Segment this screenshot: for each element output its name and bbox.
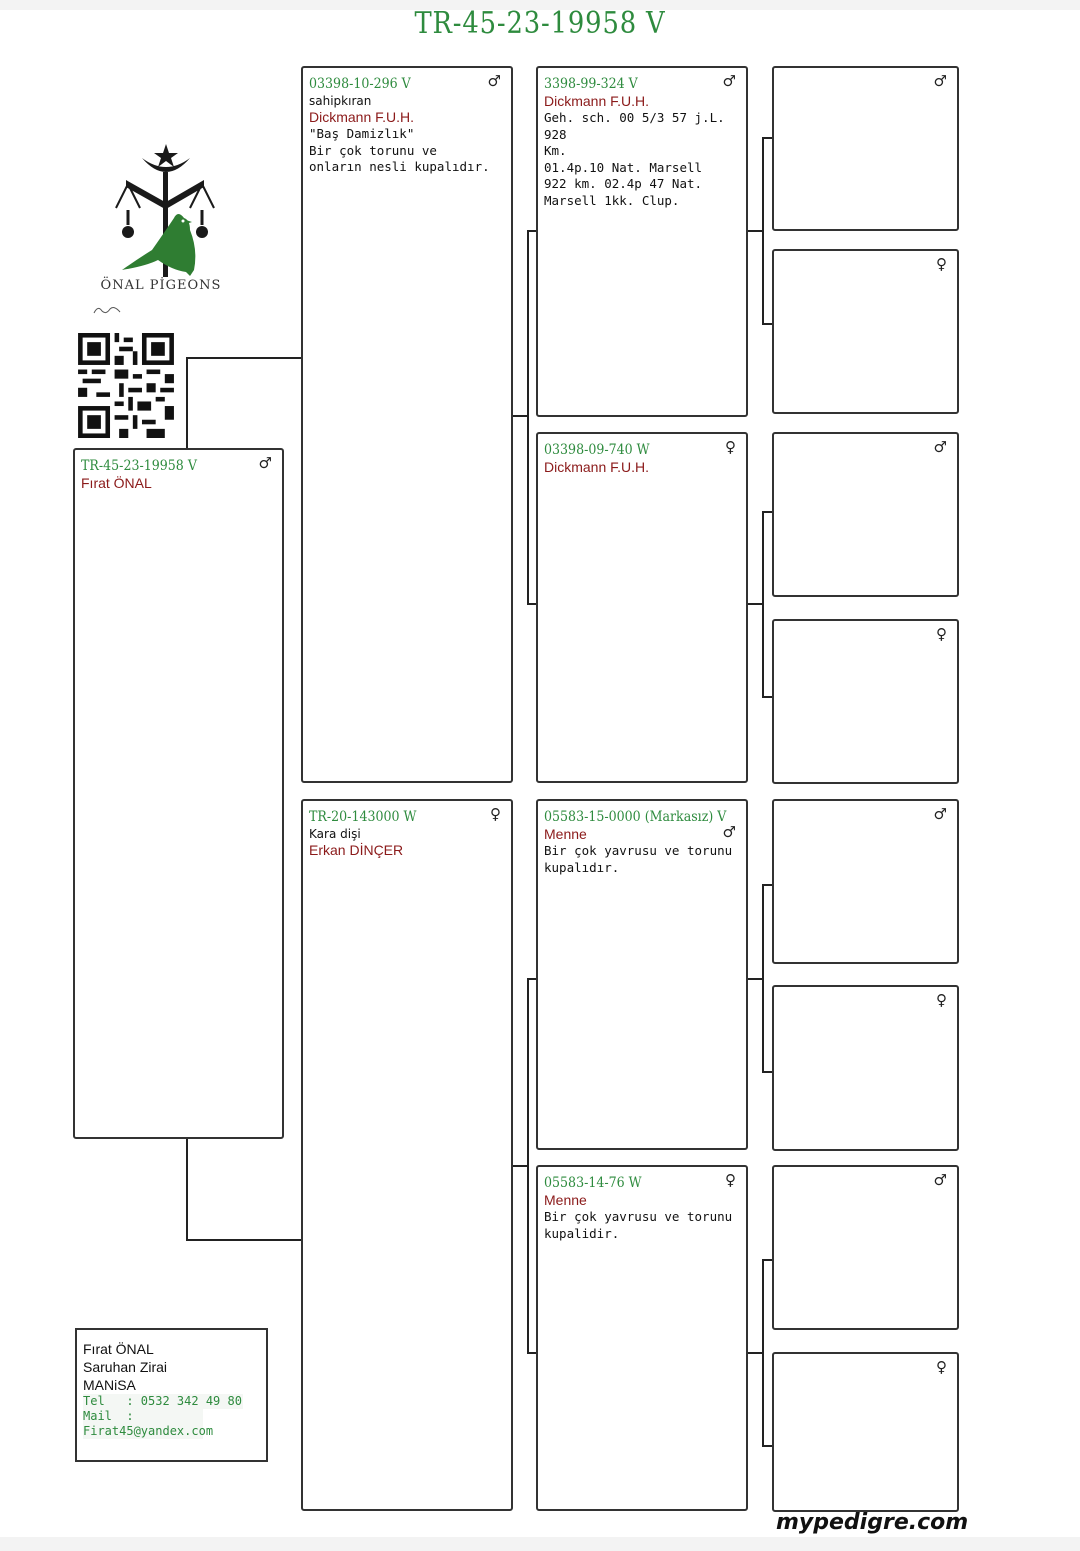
mgm-ring-number: 05583-14-76 W bbox=[544, 1175, 642, 1191]
subject-card[interactable] bbox=[73, 448, 284, 1139]
male-icon: ♂ bbox=[487, 72, 501, 90]
mgf-owner: Menne bbox=[544, 826, 587, 842]
contact-name: Fırat ÖNAL bbox=[83, 1341, 154, 1357]
pgf-notes: Geh. sch. 00 5/3 57 j.L. 928 Km. 01.4p.10 Nat. Marsell 922 km. 02.4p 47 Nat. Marsell 1kk. Clup. bbox=[544, 110, 725, 208]
signature bbox=[92, 303, 122, 320]
male-icon: ♂ bbox=[722, 72, 736, 90]
logo-text: ÖNAL PİGEONS bbox=[100, 278, 222, 293]
mother-card[interactable] bbox=[301, 799, 513, 1511]
footer-brand[interactable]: mypedigre.com bbox=[776, 1510, 969, 1535]
paternal-grandfather-card[interactable] bbox=[536, 66, 748, 417]
female-icon: ♀ bbox=[936, 255, 947, 273]
male-icon: ♂ bbox=[258, 454, 272, 472]
father-notes: "Baş Damizlık" Bir çok torunu ve onların nesli kupalıdır. bbox=[309, 126, 490, 174]
contact-city: MANiSA bbox=[83, 1377, 136, 1393]
pgm-ring-number: 03398-09-740 W bbox=[544, 442, 650, 458]
female-icon: ♀ bbox=[725, 438, 736, 456]
onal-pigeons-logo bbox=[86, 110, 236, 310]
pgf-owner: Dickmann F.U.H. bbox=[544, 93, 650, 109]
father-owner: Dickmann F.U.H. bbox=[309, 109, 415, 125]
maternal-grandfather-card[interactable] bbox=[536, 799, 748, 1150]
father-ring-number: 03398-10-296 V bbox=[309, 76, 411, 92]
father-name: sahipkıran bbox=[309, 94, 372, 108]
female-icon: ♀ bbox=[936, 991, 947, 1009]
contact-mail-label: Mail : bbox=[83, 1409, 203, 1424]
contact-address: Saruhan Zirai bbox=[83, 1359, 168, 1375]
mother-ring-number: TR-20-143000 W bbox=[309, 809, 417, 825]
male-icon: ♂ bbox=[933, 805, 947, 823]
pgf-ring-number: 3398-99-324 V bbox=[544, 76, 638, 92]
mgm-notes: Bir çok yavrusu ve torunu kupalidir. bbox=[544, 1209, 733, 1241]
contact-phone: Tel : 0532 342 49 80 bbox=[83, 1394, 242, 1408]
male-icon: ♂ bbox=[933, 1171, 947, 1189]
subject-owner: Fırat ÖNAL bbox=[81, 475, 152, 491]
female-icon: ♀ bbox=[936, 625, 947, 643]
great-grandparent-card[interactable] bbox=[772, 985, 959, 1151]
mgm-owner: Menne bbox=[544, 1192, 587, 1208]
maternal-grandmother-card[interactable] bbox=[536, 1165, 748, 1511]
great-grandparent-card[interactable] bbox=[772, 799, 959, 964]
mother-owner: Erkan DİNÇER bbox=[309, 842, 404, 858]
great-grandparent-card[interactable] bbox=[772, 249, 959, 414]
female-icon: ♀ bbox=[725, 1171, 736, 1189]
father-card[interactable] bbox=[301, 66, 513, 783]
male-icon: ♂ bbox=[722, 823, 736, 841]
breeder-contact-box bbox=[75, 1328, 268, 1462]
great-grandparent-card[interactable] bbox=[772, 1352, 959, 1512]
great-grandparent-card[interactable] bbox=[772, 66, 959, 231]
mgf-notes: Bir çok yavrusu ve torunu kupalıdır. bbox=[544, 843, 733, 875]
pgm-owner: Dickmann F.U.H. bbox=[544, 459, 650, 475]
mother-name: Kara dişi bbox=[309, 827, 361, 841]
bottom-bar bbox=[0, 1537, 1080, 1551]
male-icon: ♂ bbox=[933, 438, 947, 456]
female-icon: ♀ bbox=[490, 805, 501, 823]
great-grandparent-card[interactable] bbox=[772, 619, 959, 784]
qr-code-icon bbox=[78, 333, 174, 438]
paternal-grandmother-card[interactable] bbox=[536, 432, 748, 783]
contact-email[interactable]: Firat45@yandex.com bbox=[83, 1424, 214, 1438]
great-grandparent-card[interactable] bbox=[772, 1165, 959, 1330]
subject-ring-number: TR-45-23-19958 V bbox=[81, 458, 197, 474]
logo-emblem-icon bbox=[86, 110, 236, 280]
page-title: TR-45-23-19958 V bbox=[414, 6, 666, 41]
female-icon: ♀ bbox=[936, 1358, 947, 1376]
male-icon: ♂ bbox=[933, 72, 947, 90]
great-grandparent-card[interactable] bbox=[772, 432, 959, 597]
mgf-ring-number: 05583-15-0000 (Markasız) V bbox=[544, 809, 727, 825]
